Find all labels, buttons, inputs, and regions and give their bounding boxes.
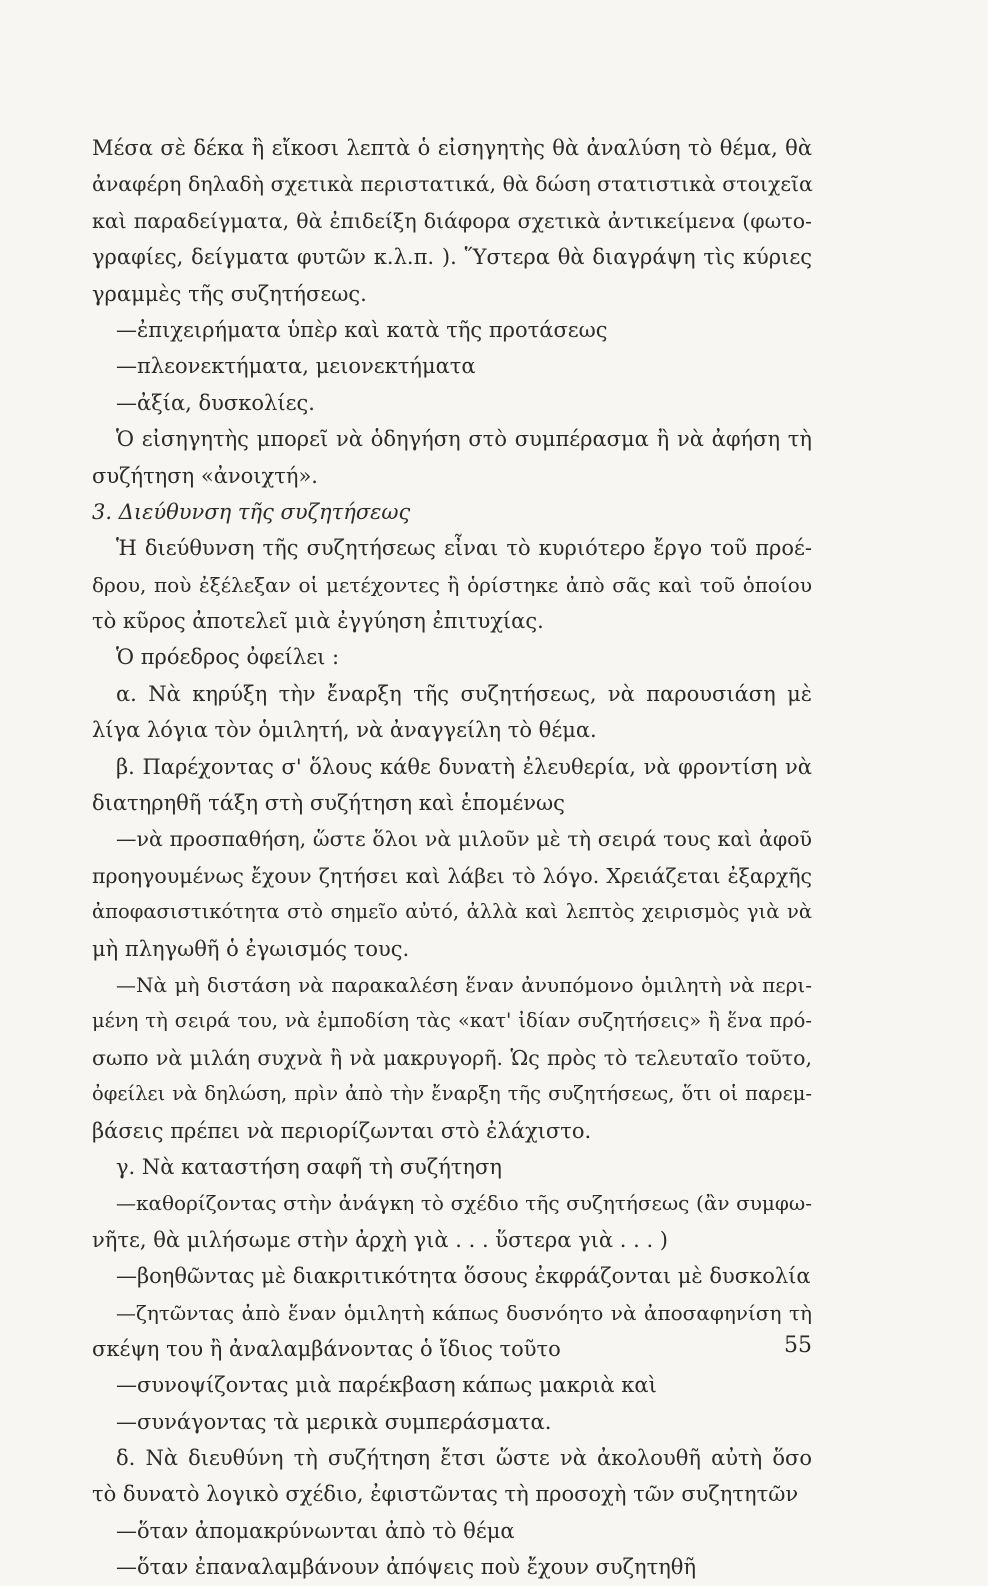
text-line: —καθορίζοντας στὴν ἀνάγκη τὸ σχέδιο τῆς συζητήσεως (ἂν συμφω- <box>116 1191 812 1216</box>
text-line: λίγα λόγια τὸν ὁμιλητή, νὰ ἀναγγείλη τὸ θέμα. <box>92 718 597 743</box>
text-line: Ἡ διεύθυνση τῆς συζητήσεως εἶναι τὸ κυριότερο ἔργο τοῦ προέ- <box>116 536 812 561</box>
text-line: —ὅταν ἐπαναλαμβάνουν ἀπόψεις ποὺ ἔχουν συζητηθῆ <box>116 1555 697 1580</box>
text-line: δ. Νὰ διευθύνη τὴ συζήτηση ἔτσι ὥστε νὰ ἀκολουθῆ αὐτὴ ὅσο <box>116 1446 812 1471</box>
text-line: β. Παρέχοντας σ' ὅλους κάθε δυνατὴ ἐλευθερία, νὰ φροντίση νὰ <box>116 754 812 779</box>
text-line: —ὅταν ἀπομακρύνωνται ἀπὸ τὸ θέμα <box>116 1518 515 1543</box>
text-line: Ὁ εἰσηγητὴς μπορεῖ νὰ ὁδηγήση στὸ συμπέρασμα ἢ νὰ ἀφήση τὴ <box>116 427 812 452</box>
body-text <box>92 130 812 1586</box>
text-line: σκέψη του ἢ ἀναλαμβάνοντας ὁ ἴδιος τοῦτο <box>92 1336 561 1361</box>
text-line: —ἀξία, δυσκολίες. <box>116 390 315 415</box>
text-line: —ζητῶντας ἀπὸ ἕναν ὁμιλητὴ κάπως δυσνόητο νὰ ἀποσαφηνίση τὴ <box>116 1300 812 1325</box>
text-line: σωπο νὰ μιλάη συχνὰ ἢ νὰ μακρυγορῆ. Ὡς πρὸς τὸ τελευταῖο τοῦτο, <box>92 1045 812 1070</box>
text-line: ὀφείλει νὰ δηλώση, πρὶν ἀπὸ τὴν ἔναρξη τῆς συζητήσεως, ὅτι οἱ παρεμ- <box>92 1082 812 1106</box>
text-line: βάσεις πρέπει νὰ περιορίζωνται στὸ ἐλάχιστο. <box>92 1118 592 1143</box>
text-line: —Νὰ μὴ διστάση νὰ παρακαλέση ἕναν ἀνυπόμονο ὁμιλητὴ νὰ περι- <box>116 972 812 997</box>
text-line: γραφίες, δείγματα φυτῶν κ.λ.π. ). Ὕστερα θὰ διαγράψη τὶς κύριες <box>92 245 812 270</box>
text-line: δρου, ποὺ ἐξέλεξαν οἱ μετέχοντες ἢ ὁρίστηκε ἀπὸ σᾶς καὶ τοῦ ὁποίου <box>92 572 812 597</box>
text-line: συζήτηση «ἀνοιχτή». <box>92 463 318 488</box>
text-line: ἀναφέρη δηλαδὴ σχετικὰ περιστατικά, θὰ δώση στατιστικὰ στοιχεῖα <box>92 172 813 197</box>
text-line: ἀποφασιστικότητα στὸ σημεῖο αὐτό, ἀλλὰ καὶ λεπτὸς χειρισμὸς γιὰ νὰ <box>92 900 812 924</box>
page-number: 55 <box>784 1333 812 1358</box>
text-line: —συνάγοντας τὰ μερικὰ συμπεράσματα. <box>116 1409 552 1434</box>
text-line: Μέσα σὲ δέκα ἢ εἴκοσι λεπτὰ ὁ εἰσηγητὴς θὰ ἀναλύση τὸ θέμα, θὰ <box>92 136 812 160</box>
text-line: προηγουμένως ἔχουν ζητήσει καὶ λάβει τὸ λόγο. Χρειάζεται ἐξαρχῆς <box>92 863 812 888</box>
text-line: γραμμὲς τῆς συζητήσεως. <box>92 281 367 306</box>
text-line: διατηρηθῆ τάξη στὴ συζήτηση καὶ ἑπομένως <box>92 791 565 816</box>
text-line: —νὰ προσπαθήση, ὥστε ὅλοι νὰ μιλοῦν μὲ τὴ σειρά τους καὶ ἀφοῦ <box>116 827 812 852</box>
text-line: μένη τὴ σειρά του, νὰ ἐμποδίση τὰς «κατ' ἰδίαν συζητήσεις» ἢ ἕνα πρό- <box>92 1009 812 1033</box>
text-line: γ. Νὰ καταστήση σαφῆ τὴ συζήτηση <box>116 1154 502 1179</box>
text-line: τὸ δυνατὸ λογικὸ σχέδιο, ἐφιστῶντας τὴ προσοχὴ τῶν συζητητῶν <box>92 1482 799 1507</box>
text-line: καὶ παραδείγματα, θὰ ἐπιδείξη διάφορα σχετικὰ ἀντικείμενα (φωτο- <box>92 208 812 233</box>
text-line: νῆτε, θὰ μιλήσωμε στὴν ἀρχὴ γιὰ . . . ὕστερα γιὰ . . . ) <box>92 1227 668 1252</box>
text-line: —πλεονεκτήματα, μειονεκτήματα <box>116 354 476 379</box>
text-line: α. Νὰ κηρύξη τὴν ἔναρξη τῆς συζητήσεως, νὰ παρουσιάση μὲ <box>116 681 812 706</box>
section-heading: 3. Διεύθυνση τῆς συζητήσεως <box>92 499 411 524</box>
text-line: —ἐπιχειρήματα ὑπὲρ καὶ κατὰ τῆς προτάσεως <box>116 317 608 342</box>
text-line: —βοηθῶντας μὲ διακριτικότητα ὅσους ἐκφράζονται μὲ δυσκολία <box>116 1264 811 1289</box>
text-line: τὸ κῦρος ἀποτελεῖ μιὰ ἐγγύηση ἐπιτυχίας. <box>92 609 544 634</box>
text-line: μὴ πληγωθῆ ὁ ἐγωισμός τους. <box>92 936 410 961</box>
text-line: —συνοψίζοντας μιὰ παρέκβαση κάπως μακριὰ καὶ <box>116 1373 657 1398</box>
text-line: Ὁ πρόεδρος ὀφείλει : <box>116 645 340 670</box>
